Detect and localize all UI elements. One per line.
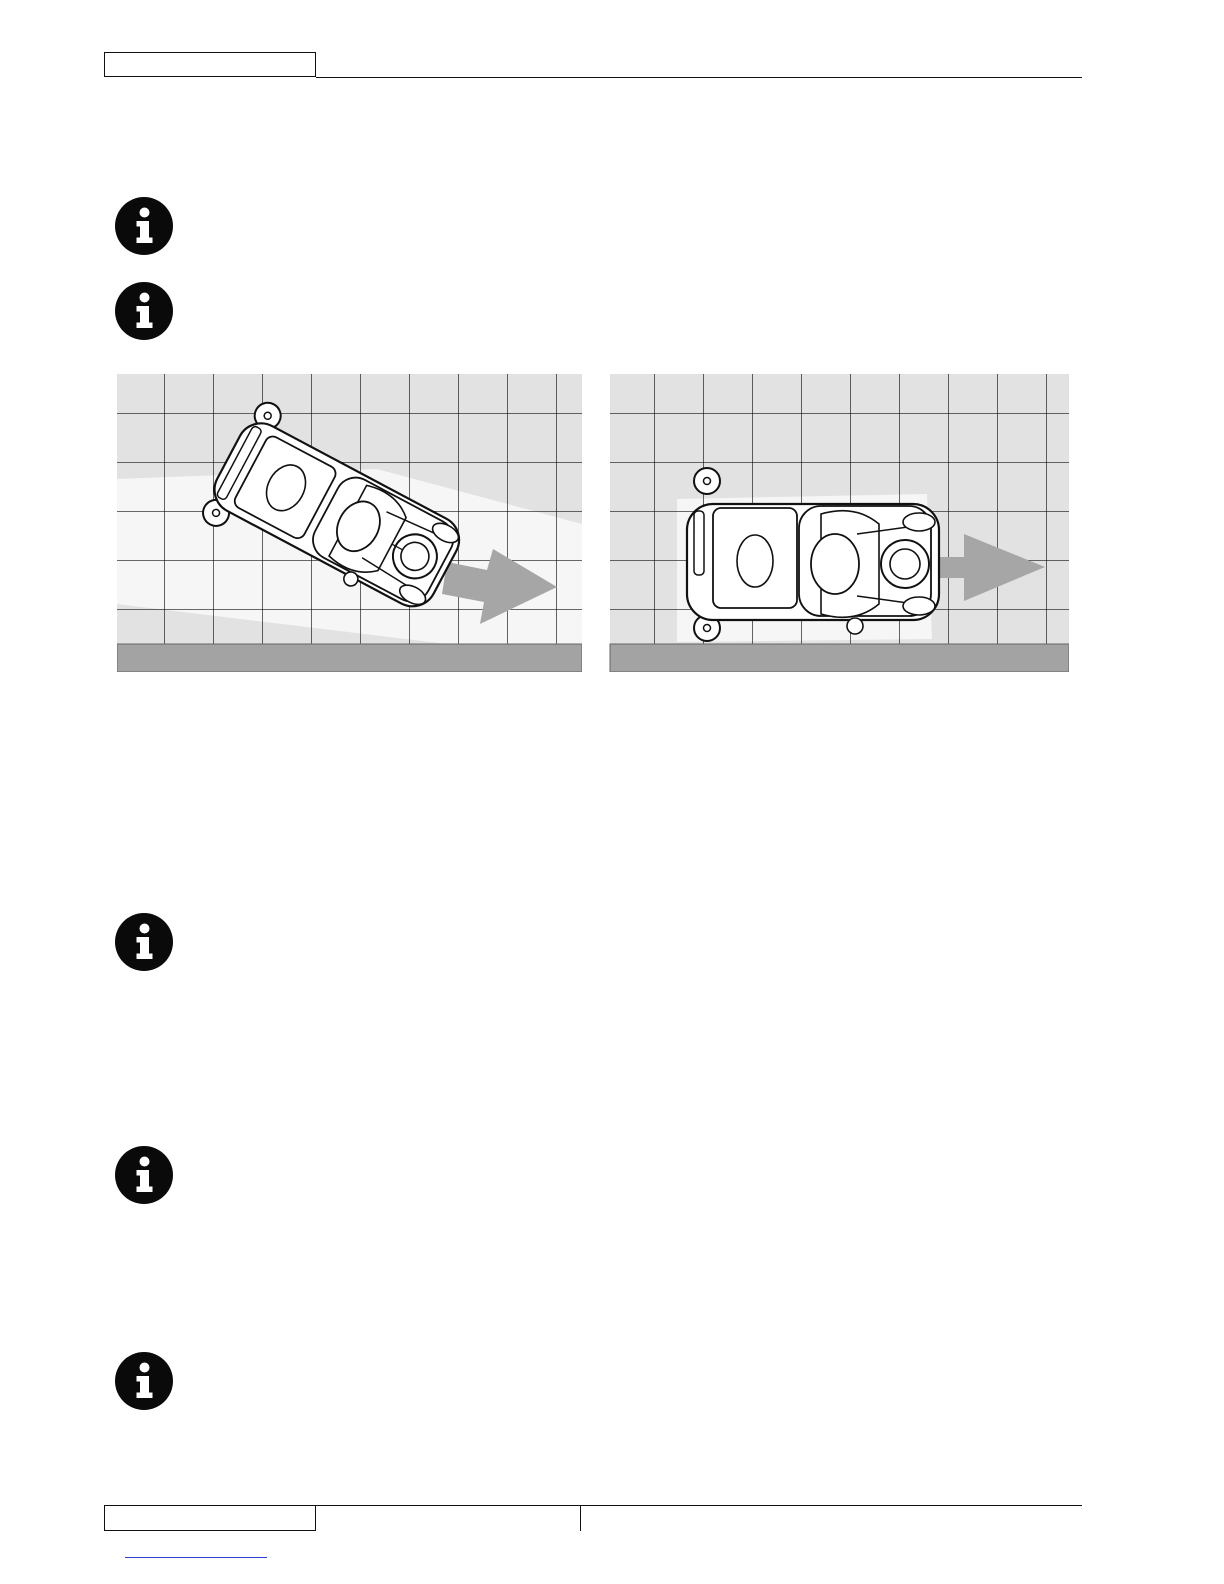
info-icon [115, 282, 173, 340]
info-icon [115, 197, 173, 255]
footer-divider [580, 1505, 581, 1531]
info-icon [115, 1146, 173, 1204]
right-panel [610, 374, 1069, 672]
footer-rule [316, 1505, 1082, 1506]
footer-link-underline[interactable] [125, 1557, 267, 1558]
left-panel [117, 374, 582, 672]
header-rule [316, 77, 1082, 78]
info-icon [115, 1352, 173, 1410]
info-icon [115, 913, 173, 971]
scrubber-wall-figure [117, 374, 1069, 672]
header-box [104, 52, 316, 77]
footer-box [104, 1505, 316, 1531]
